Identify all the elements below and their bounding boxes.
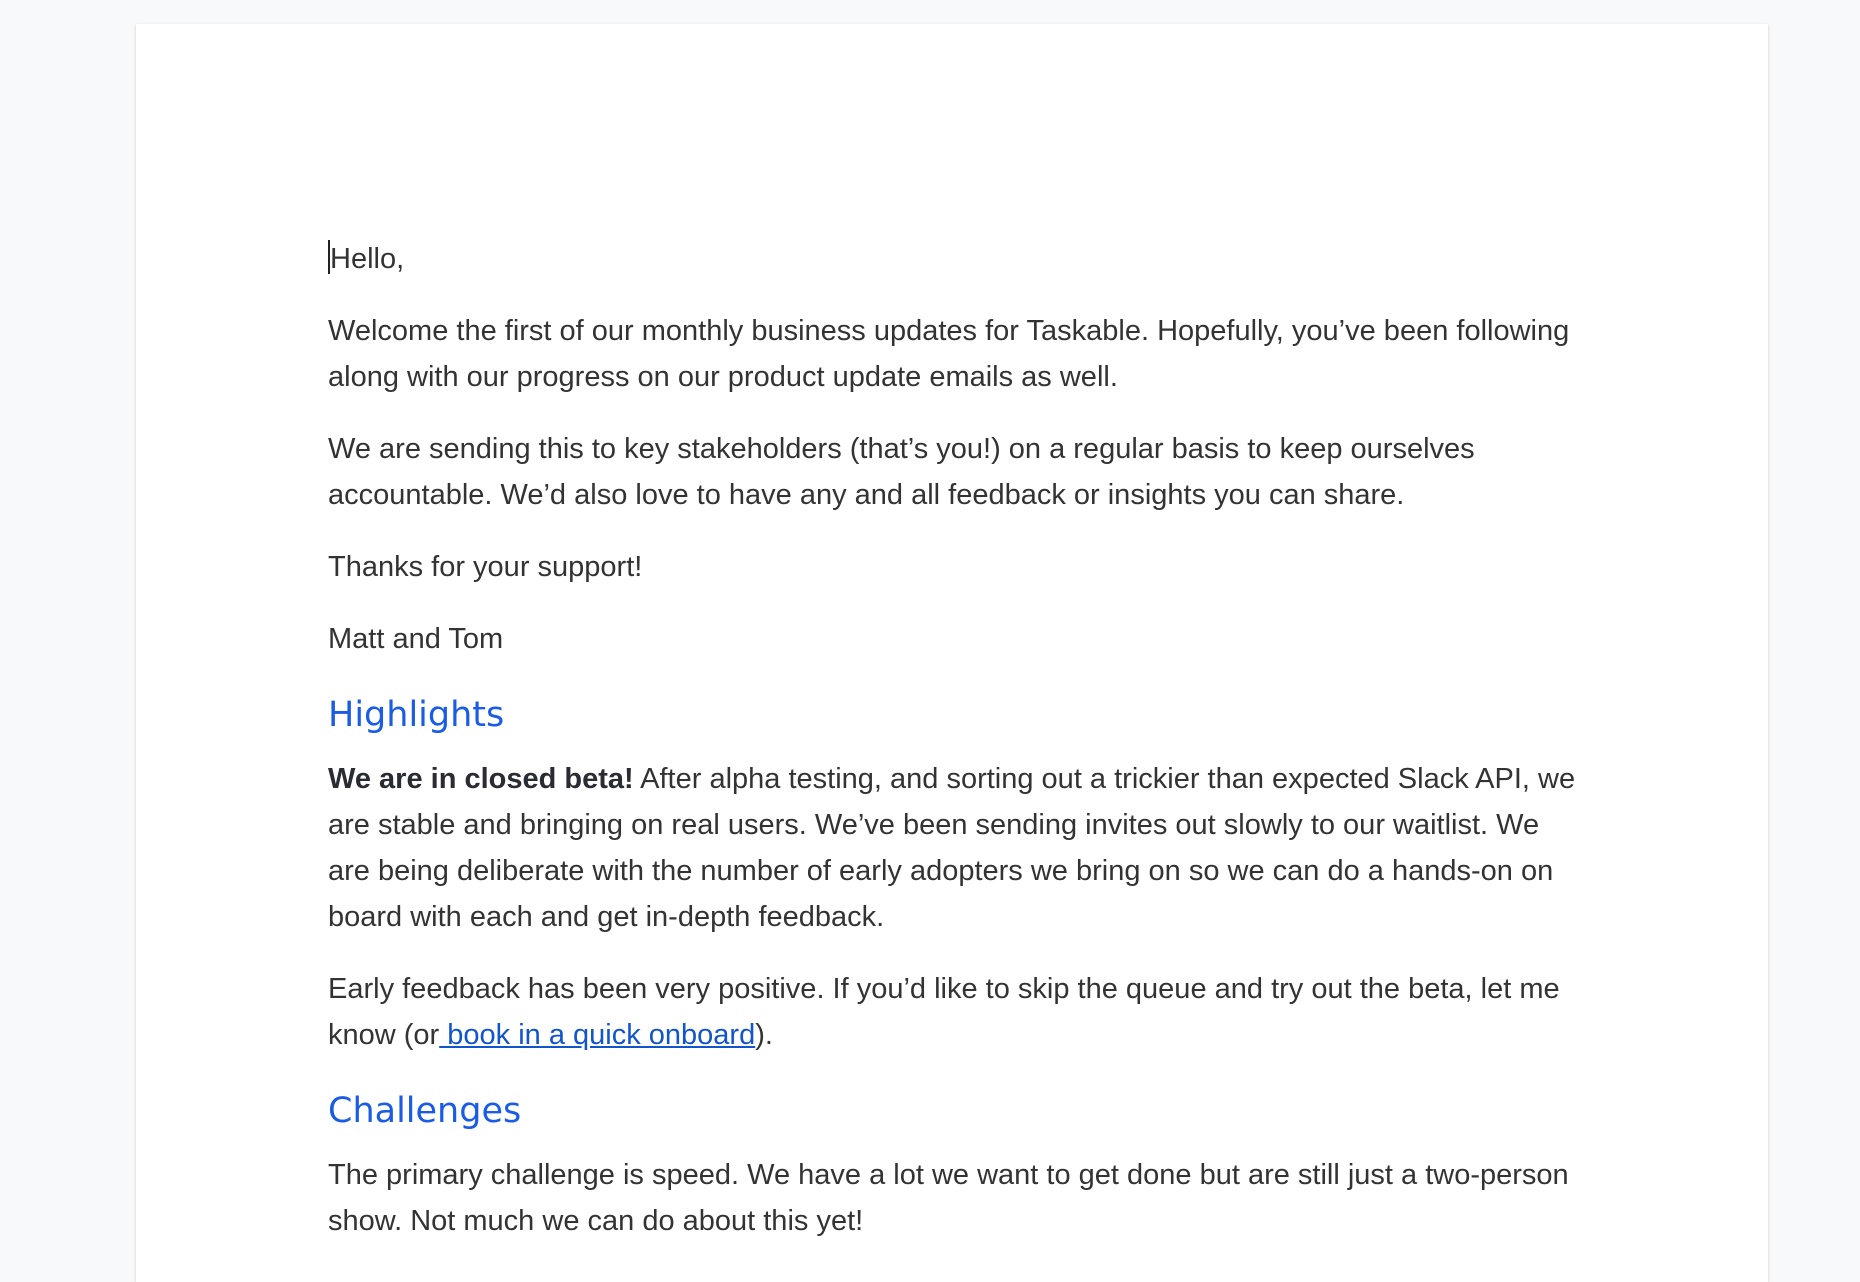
thanks-paragraph[interactable]: Thanks for your support! [328,551,643,583]
greeting-text: Hello, [330,243,405,275]
onboard-link[interactable]: book in a quick onboard [439,1019,756,1051]
stakeholders-paragraph[interactable]: We are sending this to key stakeholders (that’s you!) on a regular basis to keep ourselves accountable. We’d also love to have any and all feedback or insights you can share. [328,433,1475,511]
feedback-text-after: ). [755,1019,773,1051]
feedback-paragraph[interactable] [328,966,1588,1058]
intro-paragraph[interactable]: Welcome the first of our monthly business updates for Taskable. Hopefully, you’ve been following along with our progress on our product update emails as well. [328,315,1570,393]
feedback-text-before: Early feedback has been very positive. If you’d like to skip the queue and try out the beta, let me know (or [328,973,1560,1051]
beta-bold-text: We are in closed beta! [328,763,634,795]
beta-paragraph[interactable] [328,756,1588,940]
greeting-paragraph[interactable] [328,236,1588,282]
challenges-heading[interactable]: Challenges [328,1091,522,1131]
document-body[interactable] [328,236,1588,1270]
highlights-heading[interactable]: Highlights [328,695,505,735]
challenges-paragraph[interactable]: The primary challenge is speed. We have a lot we want to get done but are still just a two-person show. Not much we can do about this yet! [328,1159,1569,1237]
document-page [136,24,1768,1282]
beta-body-text: After alpha testing, and sorting out a trickier than expected Slack API, we are stable and bringing on real users. We’ve been sending invites out slowly to our waitlist. We are being deliberate with the number of early adopters we bring on so we can do a hands-on on board with each and get in-depth feedback. [328,763,1576,933]
signature-paragraph[interactable]: Matt and Tom [328,623,504,655]
